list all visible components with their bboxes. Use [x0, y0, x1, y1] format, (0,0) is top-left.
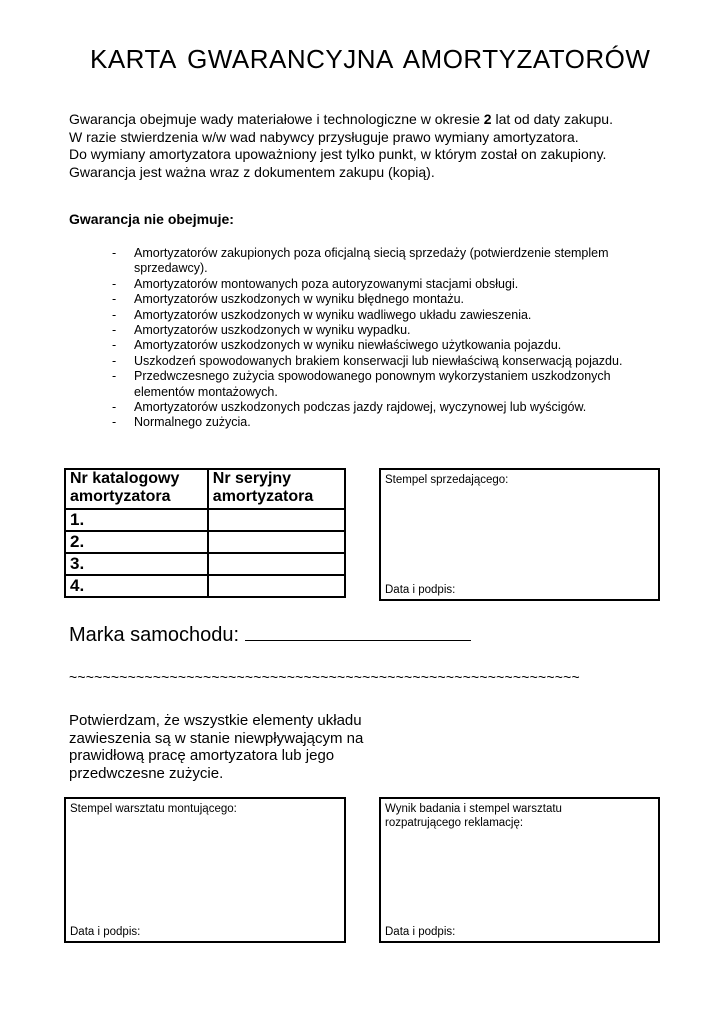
list-item-text: Normalnego zużycia. — [134, 415, 251, 430]
inspection-result-label: Wynik badania i stempel warsztatu rozpatrującego reklamację: — [385, 803, 562, 829]
serial-number-cell[interactable] — [208, 575, 345, 597]
workshop-date-signature-label: Data i podpis: — [70, 926, 141, 938]
list-item — [112, 292, 672, 307]
list-dash: - — [112, 323, 117, 338]
table-row — [65, 509, 345, 531]
intro-line-2: W razie stwierdzenia w/w wad nabywcy przysługuje prawo wymiany amortyzatora. — [69, 128, 579, 145]
list-item-text: Amortyzatorów uszkodzonych w wyniku błędnego montażu. — [134, 292, 465, 307]
serial-number-cell[interactable] — [208, 509, 345, 531]
intro-line-1-end: lat od daty zakupu. — [491, 111, 613, 127]
list-dash: - — [112, 292, 117, 307]
seller-date-signature-label: Data i podpis: — [385, 584, 456, 596]
car-brand-label: Marka samochodu: — [69, 624, 240, 646]
workshop-stamp-box[interactable] — [64, 797, 346, 943]
list-item — [112, 338, 672, 353]
page-title: KARTA GWARANCYJNA AMORTYZATORÓW — [90, 44, 651, 74]
list-item — [112, 277, 672, 292]
list-item — [112, 354, 672, 369]
list-item — [112, 415, 672, 430]
list-item-text: Amortyzatorów uszkodzonych podczas jazdy rajdowej, wyczynowej lub wyścigów. — [134, 400, 587, 415]
catalog-number-cell[interactable]: 1. — [65, 509, 208, 531]
confirmation-statement: Potwierdzam, że wszystkie elementy układu zawieszenia są w stanie niewpływającym na prawidłową pracę amortyzatora lub jego przedwczesne zużycie. — [69, 712, 364, 782]
list-dash: - — [112, 246, 117, 260]
intro-line-1-text: Gwarancja obejmuje wady materiałowe i technologiczne w okresie — [69, 111, 484, 127]
list-item — [112, 400, 672, 415]
list-item — [112, 323, 672, 338]
inspection-result-stamp-box[interactable] — [379, 797, 660, 943]
catalog-number-cell[interactable]: 4. — [65, 575, 208, 597]
intro-line-3: Do wymiany amortyzatora upoważniony jest tylko punkt, w którym został on zakupiony. — [69, 146, 607, 162]
inspection-date-signature-label: Data i podpis: — [385, 926, 456, 938]
intro-line-1 — [69, 111, 669, 129]
list-item — [112, 369, 672, 400]
intro-line-4: Gwarancja jest ważna wraz z dokumentem zakupu (kopią). — [69, 163, 435, 180]
list-item-text: Amortyzatorów uszkodzonych w wyniku niewłaściwego użytkowania pojazdu. — [134, 338, 562, 353]
list-item-text: Uszkodzeń spowodowanych brakiem konserwacji lub niewłaściwą konserwacją pojazdu. — [134, 353, 623, 368]
list-item-text: Przedwczesnego zużycia spowodowanego ponownym wykorzystaniem uszkodzonych elementów montażowych. — [134, 369, 611, 399]
parts-table — [64, 468, 346, 598]
list-item-text: Amortyzatorów uszkodzonych w wyniku wadliwego układu zawieszenia. — [134, 307, 532, 322]
catalog-number-cell[interactable]: 2. — [65, 531, 208, 553]
list-dash: - — [112, 415, 117, 430]
table-header-row — [65, 469, 345, 509]
table-row — [65, 531, 345, 553]
tilde-separator: ~~~~~~~~~~~~~~~~~~~~~~~~~~~~~~~~~~~~~~~~~~~~~~~~~~~~~~~~~~~~~ — [69, 669, 580, 685]
list-dash: - — [112, 400, 117, 415]
serial-number-cell[interactable] — [208, 553, 345, 575]
seller-stamp-label: Stempel sprzedającego: — [385, 474, 509, 486]
list-item-text: Amortyzatorów zakupionych poza oficjalną siecią sprzedaży (potwierdzenie stemplem sprzedawcy). — [134, 246, 609, 276]
serial-number-header: Nr seryjny amortyzatora — [208, 469, 345, 509]
seller-stamp-box[interactable] — [379, 468, 660, 601]
list-dash: - — [112, 369, 117, 384]
list-dash: - — [112, 276, 117, 291]
warranty-years: 2 — [483, 111, 492, 127]
catalog-number-cell[interactable]: 3. — [65, 553, 208, 575]
workshop-stamp-label: Stempel warsztatu montującego: — [70, 803, 237, 815]
list-dash: - — [112, 353, 117, 368]
table-row — [65, 575, 345, 597]
list-item — [112, 308, 672, 323]
exclusions-list — [112, 246, 672, 431]
list-item — [112, 246, 672, 277]
list-dash: - — [112, 307, 117, 322]
car-brand-field — [69, 622, 471, 647]
list-dash: - — [112, 338, 117, 353]
intro-text — [69, 111, 669, 181]
car-brand-input-line[interactable] — [245, 622, 471, 641]
catalog-number-header: Nr katalogowy amortyzatora — [65, 469, 208, 509]
exclusions-heading: Gwarancja nie obejmuje: — [69, 211, 234, 227]
table-row — [65, 553, 345, 575]
list-item-text: Amortyzatorów uszkodzonych w wyniku wypadku. — [134, 323, 411, 338]
serial-number-cell[interactable] — [208, 531, 345, 553]
list-item-text: Amortyzatorów montowanych poza autoryzowanymi stacjami obsługi. — [134, 276, 519, 291]
